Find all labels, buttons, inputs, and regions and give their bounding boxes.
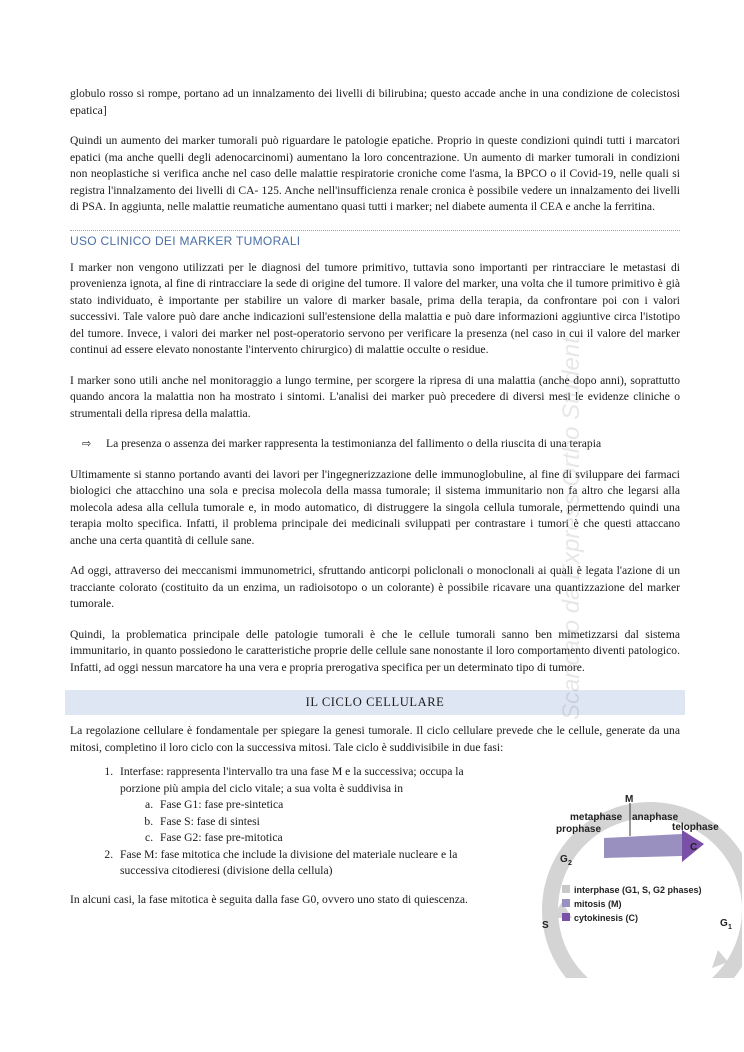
cell-cycle-svg [532, 790, 742, 978]
legend-swatch-interphase [562, 885, 570, 893]
label-metaphase: metaphase [570, 812, 623, 823]
mitosis-segment [604, 834, 682, 858]
interfase-text: Interfase: rappresenta l'intervallo tra una fase M e la successiva; occupa la porzione più ampia del ciclo vitale; a sua volta è suddivisa in [120, 765, 464, 795]
legend-swatch-mitosis [562, 899, 570, 907]
label-g1: G [720, 918, 728, 929]
subphase-list [120, 797, 506, 847]
label-s: S [542, 920, 549, 931]
legend-swatch-cytokinesis [562, 913, 570, 921]
cell-cycle-diagram [532, 790, 742, 978]
paragraph: globulo rosso si rompe, portano ad un innalzamento dei livelli di bilirubina; questo accade anche in una condizione de colecistosi epatica] [70, 87, 680, 117]
label-g2-sub: 2 [568, 860, 572, 867]
arrow-bullet [82, 436, 680, 453]
label-c: C [690, 842, 698, 853]
section-heading-uso: USO CLINICO DEI MARKER TUMORALI [70, 230, 680, 252]
list-item: c. Fase G2: fase pre-mitotica [156, 830, 506, 847]
label-g2: G [560, 854, 568, 865]
legend-interphase: interphase (G1, S, G2 phases) [574, 885, 702, 895]
paragraph: Ultimamente si stanno portando avanti dei lavori per l'ingegnerizzazione delle immunoglobuline, al fine di sviluppare dei farmaci biologici che attacchino una sola e precisa molecola della massa tumorale; il sistema immunitario non fa altro che legarsi alla molecola adesa alla cellula tumorale e, in modo automatico, di distruggere la singola cellula tumorale, permettendo quindi una terapia molto specifica. Infatti, il problema principale dei medicinali sviluppati per contrastare i tumori è che questi attaccano anche una certa quantità di cellule sane. [70, 467, 680, 547]
paragraph: In alcuni casi, la fase mitotica è seguita dalla fase G0, ovvero uno stato di quiescenza. [70, 892, 468, 906]
paragraph: I marker non vengono utilizzati per le diagnosi del tumore primitivo, tuttavia sono importanti per rintracciare le metastasi di provenienza ignota, al fine di rintracciare la sede di origine del tumore. Il valore del marker, una volta che il tumore primitivo è già stato individuato, è importante per stabilire un valore di marker basale, prima della terapia, da confrontare poi con i valori successivi. Tale valore può dare anche indicazioni sull'estensione della malattia e può dare informazioni aggiuntive circa l'istotipo del tumore. Invece, i valori dei marker nel post-operatorio servono per verificare la presenza (nel caso in cui il valore del marker continui ad essere elevato nonostante l'intervento chirurgico) di malattie occulte o residue. [70, 260, 680, 356]
legend-mitosis: mitosis (M) [574, 899, 622, 909]
label-g1-sub: 1 [728, 924, 732, 931]
list-item: a. Fase G1: fase pre-sintetica [156, 797, 506, 814]
list-item [116, 764, 506, 847]
label-telophase: telophase [672, 822, 719, 833]
label-m: M [625, 794, 634, 805]
list-item: b. Fase S: fase di sintesi [156, 814, 506, 831]
label-prophase: prophase [556, 824, 602, 835]
paragraph: Quindi, la problematica principale delle patologie tumorali è che le cellule tumorali sanno ben mimetizzarsi dal sistema immunitario, in quanto possiedono le caratteristiche proprie delle cellule sane nonostante il loro comportamento diventi patologico. Infatti, ad oggi nessun marcatore ha una vera e propria prerogativa specifica per un determinato tipo di tumore. [70, 627, 680, 674]
arrow-bullet-text: La presenza o assenza dei marker rappresenta la testimonianza del fallimento o della riuscita di una terapia [106, 437, 602, 450]
arrow-icon: ⇨ [82, 437, 92, 450]
label-anaphase: anaphase [632, 812, 679, 823]
paragraph: Quindi un aumento dei marker tumorali può riguardare le patologie epatiche. Proprio in queste condizioni quindi tutti i marcatori epatici (ma anche quelli degli adenocarcinomi) aumentano la loro concentrazione. Un aumento di marker tumorali in condizioni non neoplastiche si verifica anche nel caso delle malattie respiratorie croniche come l'asma, la BPCO o il Covid-19, nelle quali si registra l'innalzamento dei livelli di CA- 125. Anche nell'insufficienza renale cronica è possibile vedere un innalzamento dei livelli di PSA. In aggiunta, nelle malattie reumatiche aumentano quasi tutti i marker; nel diabete aumenta il CEA e anche la ferritina. [70, 134, 680, 213]
paragraph: La regolazione cellulare è fondamentale per spiegare la genesi tumorale. Il ciclo cellulare prevede che le cellule, generate da una mitosi, completino il loro ciclo con la successiva mitosi. Tale ciclo è suddivisibile in due fasi: [70, 724, 680, 754]
phase-list [70, 764, 506, 880]
paragraph: Ad oggi, attraverso dei meccanismi immunometrici, sfruttando anticorpi policlonali o monoclonali ai quali è legata l'azione di un tracciante colorato (costituito da un enzima, un radioisotopo o un colorante) è possibile ricavare una quantizzazione del marker tumorale. [70, 564, 680, 610]
paragraph: I marker sono utili anche nel monitoraggio a lungo termine, per scorgere la ripresa di una malattia (anche dopo anni), soprattutto quando ancora la malattia non ha mostrato i sintomi. L'analisi dei marker può precedere di diversi mesi le evidenze cliniche o strumentali della ripresa della malattia. [70, 373, 680, 420]
legend-cytokinesis: cytokinesis (C) [574, 913, 639, 923]
watermark: Scaricato da Express Ortho Student [558, 337, 585, 720]
section-title-ciclo: IL CICLO CELLULARE [65, 690, 685, 715]
list-item: 2. Fase M: fase mitotica che include la divisione del materiale nucleare e la successiva citodieresi (divisione della cellula) [116, 847, 506, 880]
